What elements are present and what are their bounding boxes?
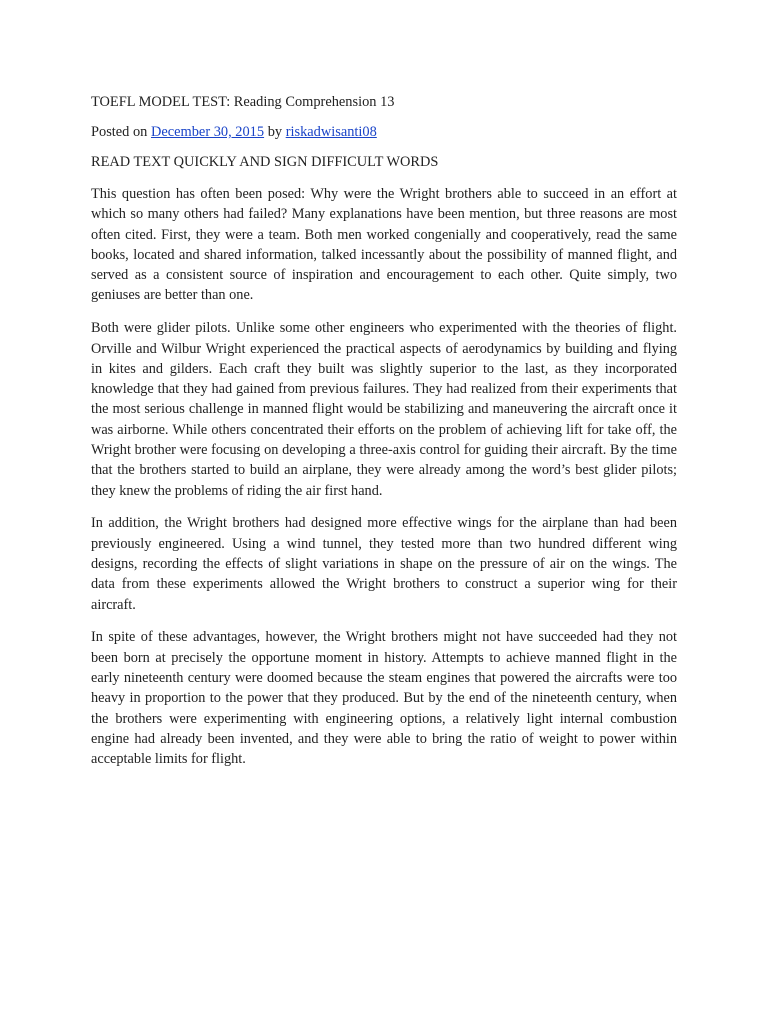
document-title: TOEFL MODEL TEST: Reading Comprehension 13	[91, 94, 395, 110]
posted-date-link[interactable]: December 30, 2015	[150, 124, 265, 140]
author-link[interactable]: riskadwisanti08	[285, 124, 377, 140]
paragraph-1: This question has often been posed: Why were the Wright brothers able to succeed in an effort at which so many others had failed? Many explanations have been mention, but three reasons are most often cited. First, they were a team. Both men worked congenially and cooperatively, read the same books, located and shared information, talked incessantly about the possibility of manned flight, and served as a consistent source of inspiration and encouragement to each other. Quite simply, two geniuses are better than one.	[91, 186, 677, 304]
document-page	[91, 88, 677, 770]
posted-prefix: Posted on	[91, 124, 148, 140]
paragraph-2: Both were glider pilots. Unlike some other engineers who experimented with the theories of flight. Orville and Wilbur Wright experienced the practical aspects of aerodynamics by building and flying in kites and gilders. Each craft they built was slightly superior to the last, as they incorporated knowledge that they had gained from previous failures. They had realized from their experiments that the most serious challenge in manned flight would be stabilizing and maneuvering the aircraft once it was airborne. While others concentrated their efforts on the problem of achieving lift for take off, the Wright brother were focusing on developing a three-axis control for guiding their aircraft. By the time that the brothers started to build an airplane, they were already among the word’s best glider pilots; they knew the problems of riding the air first hand.	[91, 320, 677, 499]
post-meta	[91, 118, 677, 146]
posted-by-label: by	[267, 124, 283, 140]
paragraph-3: In addition, the Wright brothers had designed more effective wings for the airplane than had been previously engineered. Using a wind tunnel, they tested more than two hundred different wing designs, recording the effects of slight variations in shape on the pressure of air on the wings. The data from these experiments allowed the Wright brothers to construct a superior wing for their aircraft.	[91, 515, 677, 613]
paragraph-4: In spite of these advantages, however, the Wright brothers might not have succeeded had they not been born at precisely the opportune moment in history. Attempts to achieve manned flight in the early nineteenth century were doomed because the steam engines that powered the aircrafts were too heavy in proportion to the power that they produced. But by the end of the nineteenth century, when the brothers were experimenting with engineering options, a relatively light internal combustion engine had already been invented, and they were able to bring the ratio of weight to power within acceptable limits for flight.	[91, 629, 677, 768]
section-heading: READ TEXT QUICKLY AND SIGN DIFFICULT WORDS	[91, 154, 439, 170]
